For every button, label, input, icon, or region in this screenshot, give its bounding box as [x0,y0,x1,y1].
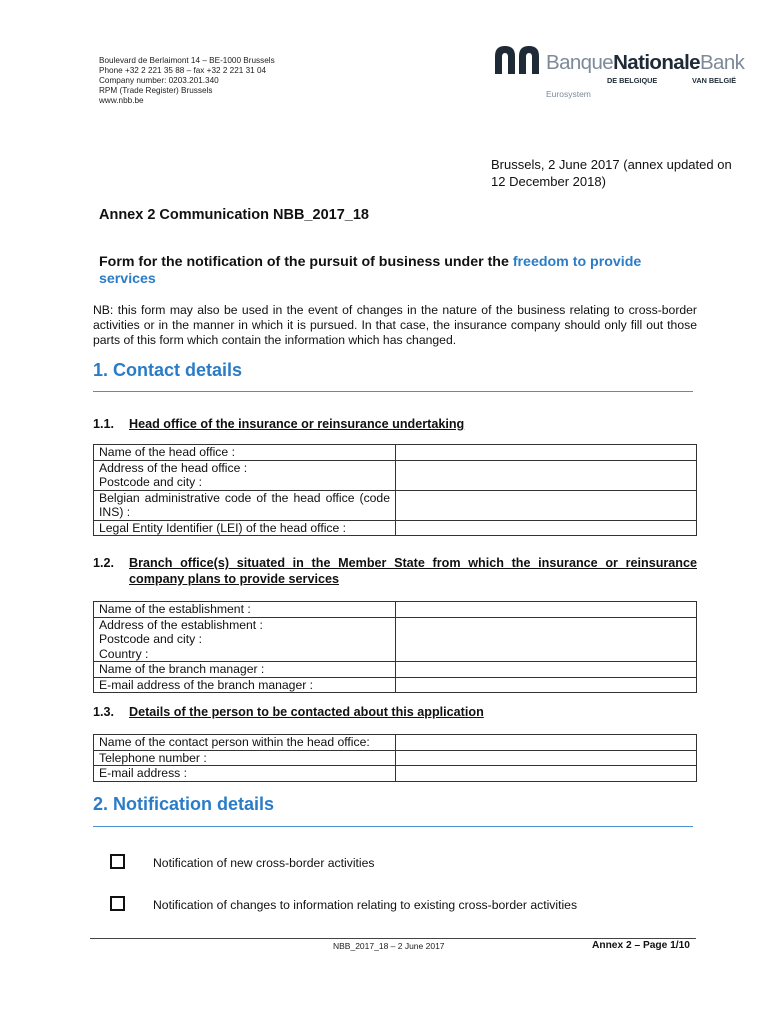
subsection-1-3-heading: 1.3. Details of the person to be contacted about this application [93,705,484,719]
field-label: Name of the establishment : [94,602,396,618]
section-notification-details-heading: 2. Notification details [93,794,275,814]
section-divider [93,826,693,827]
company-number-line: Company number: 0203.201.340 [99,75,219,85]
table-row [94,662,697,678]
logo-subtitle-nl: VAN BELGIË [692,76,737,85]
nbb-logo-icon [493,44,543,74]
email-field[interactable] [396,766,697,782]
footer-divider [90,938,696,939]
address-block [99,56,275,106]
contact-person-name-field[interactable] [396,735,697,751]
changes-activities-checkbox[interactable] [110,896,125,911]
establishment-address-field[interactable] [396,617,697,662]
branch-office-table [93,601,697,693]
address-line: Boulevard de Berlaimont 14 – BE-1000 Brussels [99,56,275,65]
table-row [94,617,697,662]
new-activities-checkbox[interactable] [110,854,125,869]
branch-manager-email-field[interactable] [396,677,697,693]
field-label: Name of the head office : [94,445,396,461]
table-row [94,735,697,751]
document-date [491,157,732,190]
field-label: Telephone number : [94,750,396,766]
table-row [94,520,697,536]
subsection-1-2-heading: 1.2. Branch office(s) situated in the Member State from which the insurance or reinsurance company plans to provide services [93,556,697,586]
table-row [94,490,697,520]
section-contact-details-heading: 1. Contact details [93,360,243,380]
date-line: 12 December 2018) [491,173,606,189]
head-office-name-field[interactable] [396,445,697,461]
table-row [94,602,697,618]
table-row [94,766,697,782]
logo-subtitle-fr: DE BELGIQUE [607,76,658,85]
field-label: Name of the contact person within the head office: [94,735,396,751]
form-title: Form for the notification of the pursuit of business under the freedom to provide services [99,254,642,287]
head-office-ins-code-field[interactable] [396,490,697,520]
subsection-1-1-heading: 1.1. Head office of the insurance or reinsurance undertaking [93,417,465,431]
logo-wordmark: BanqueNationaleBank [546,51,745,74]
head-office-table [93,444,697,536]
nbb-logo [493,42,743,102]
rpm-line: RPM (Trade Register) Brussels [99,85,213,95]
nb-note: NB: this form may also be used in the event of changes in the nature of the business relating to cross-border activities or in the manner in which it is pursued. In that case, the insurance company should only fill out those parts of this form which contain the information which has changed. [93,303,697,347]
table-row [94,750,697,766]
phone-line: Phone +32 2 221 35 88 – fax +32 2 221 31 04 [99,65,267,75]
field-label: E-mail address : [94,766,396,782]
branch-manager-name-field[interactable] [396,662,697,678]
website-link[interactable]: www.nbb.be [99,95,144,105]
page-number: Annex 2 – Page 1/10 [592,940,690,951]
field-label: Name of the branch manager : [94,662,396,678]
field-label: Address of the establishment : Postcode and city : Country : [94,617,396,662]
head-office-address-field[interactable] [396,460,697,490]
field-label: Belgian administrative code of the head office (code INS) : [94,490,396,520]
field-label: Address of the head office : Postcode and city : [94,460,396,490]
section-divider [93,391,693,392]
field-label: Legal Entity Identifier (LEI) of the head office : [94,520,396,536]
table-row [94,460,697,490]
form-title-highlight: freedom to provide services [99,254,642,287]
checkbox-label: Notification of new cross-border activities [153,856,375,870]
field-label: E-mail address of the branch manager : [94,677,396,693]
logo-eurosystem: Eurosystem [546,89,591,99]
date-line: Brussels, 2 June 2017 (annex updated on [491,157,732,172]
annex-title: Annex 2 Communication NBB_2017_18 [99,207,369,223]
checkbox-label: Notification of changes to information relating to existing cross-border activities [153,898,578,912]
head-office-lei-field[interactable] [396,520,697,536]
table-row [94,677,697,693]
establishment-name-field[interactable] [396,602,697,618]
table-row [94,445,697,461]
footer-reference: NBB_2017_18 – 2 June 2017 [333,941,445,951]
contact-person-table [93,734,697,782]
telephone-field[interactable] [396,750,697,766]
